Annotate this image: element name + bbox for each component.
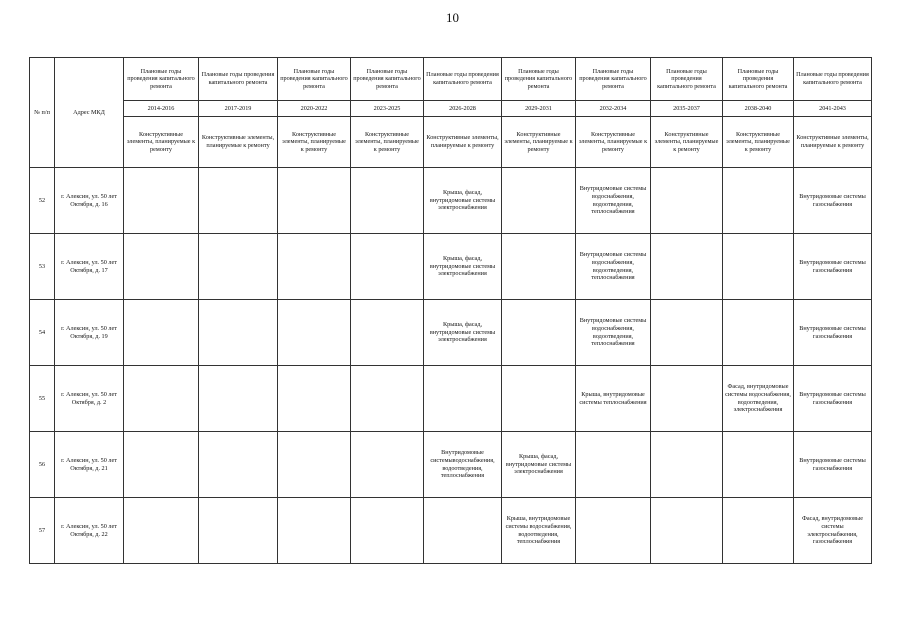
period-years: 2023-2025 bbox=[351, 101, 424, 117]
works-cell bbox=[351, 300, 424, 366]
works-cell bbox=[424, 366, 502, 432]
works-cell bbox=[723, 498, 794, 564]
period-years: 2032-2034 bbox=[576, 101, 651, 117]
works-cell: Крыша, фасад, внутридомовые системы электроснабжения bbox=[424, 300, 502, 366]
period-title: Плановые годы проведения капитального ремонта bbox=[124, 58, 199, 101]
works-cell: Внутридомовые системы водоснабжения, водоотведения, теплоснабжения bbox=[576, 300, 651, 366]
works-cell bbox=[502, 300, 576, 366]
works-cell bbox=[651, 168, 723, 234]
elements-label: Конструктивные элементы, планируемые к ремонту bbox=[576, 117, 651, 168]
row-number: 53 bbox=[30, 234, 55, 300]
row-address: г. Алексин, ул. 50 лет Октября, д. 22 bbox=[55, 498, 124, 564]
header-row-elements bbox=[30, 117, 872, 168]
period-title: Плановые годы проведения капитального ремонта bbox=[278, 58, 351, 101]
works-cell bbox=[199, 234, 278, 300]
row-number: 55 bbox=[30, 366, 55, 432]
works-cell bbox=[651, 300, 723, 366]
period-title: Плановые годы проведения капитального ремонта bbox=[723, 58, 794, 101]
works-cell bbox=[351, 234, 424, 300]
column-header-address: Адрес МКД bbox=[55, 58, 124, 168]
row-address: г. Алексин, ул. 50 лет Октября, д. 17 bbox=[55, 234, 124, 300]
works-cell bbox=[576, 498, 651, 564]
works-cell bbox=[278, 432, 351, 498]
works-cell: Фасад, внутридомовые системы водоснабжения, водоотведения, электроснабжения bbox=[723, 366, 794, 432]
table-row bbox=[30, 432, 872, 498]
works-cell bbox=[351, 366, 424, 432]
works-cell bbox=[351, 432, 424, 498]
works-cell bbox=[502, 366, 576, 432]
works-cell bbox=[723, 432, 794, 498]
elements-label: Конструктивные элементы, планируемые к ремонту bbox=[351, 117, 424, 168]
table-row bbox=[30, 366, 872, 432]
works-cell bbox=[124, 234, 199, 300]
header-row-periods bbox=[30, 101, 872, 117]
works-cell bbox=[651, 366, 723, 432]
works-cell bbox=[278, 300, 351, 366]
works-cell bbox=[278, 498, 351, 564]
works-cell bbox=[124, 498, 199, 564]
period-title: Плановые годы проведения капитального ремонта bbox=[424, 58, 502, 101]
works-cell: Внутридомовые системы газоснабжения bbox=[794, 234, 872, 300]
row-number: 52 bbox=[30, 168, 55, 234]
works-cell bbox=[124, 300, 199, 366]
elements-label: Конструктивные элементы, планируемые к ремонту bbox=[424, 117, 502, 168]
works-cell: Внутридомовые системы газоснабжения bbox=[794, 432, 872, 498]
period-years: 2014-2016 bbox=[124, 101, 199, 117]
works-cell: Внутридомовые системы газоснабжения bbox=[794, 168, 872, 234]
table-row bbox=[30, 168, 872, 234]
works-cell bbox=[651, 234, 723, 300]
works-cell bbox=[199, 300, 278, 366]
works-cell: Внутридомовые системы газоснабжения bbox=[794, 366, 872, 432]
works-cell bbox=[651, 498, 723, 564]
works-cell: Крыша, внутридомовые системы водоснабжения, водоотведения, теплоснабжения bbox=[502, 498, 576, 564]
column-header-number: № п/п bbox=[30, 58, 55, 168]
period-title: Плановые годы проведения капитального ремонта bbox=[576, 58, 651, 101]
works-cell bbox=[278, 168, 351, 234]
works-cell bbox=[124, 432, 199, 498]
period-title: Плановые годы проведения капитального ремонта bbox=[199, 58, 278, 101]
works-cell bbox=[723, 168, 794, 234]
works-cell bbox=[502, 234, 576, 300]
works-cell bbox=[502, 168, 576, 234]
works-cell bbox=[124, 168, 199, 234]
works-cell: Крыша, фасад, внутридомовые системы электроснабжения bbox=[424, 234, 502, 300]
works-cell bbox=[199, 366, 278, 432]
period-title: Плановые годы проведения капитального ремонта bbox=[351, 58, 424, 101]
works-cell bbox=[424, 498, 502, 564]
works-cell bbox=[651, 432, 723, 498]
period-years: 2035-2037 bbox=[651, 101, 723, 117]
works-cell bbox=[723, 300, 794, 366]
period-years: 2038-2040 bbox=[723, 101, 794, 117]
elements-label: Конструктивные элементы, планируемые к ремонту bbox=[723, 117, 794, 168]
header-row-titles bbox=[30, 58, 872, 101]
period-years: 2041-2043 bbox=[794, 101, 872, 117]
period-title: Плановые годы проведения капитального ремонта bbox=[794, 58, 872, 101]
works-cell bbox=[199, 498, 278, 564]
row-address: г. Алексин, ул. 50 лет Октября, д. 2 bbox=[55, 366, 124, 432]
works-cell: Внутридомовые системыводоснабжения, водоотведения, теплоснабжения bbox=[424, 432, 502, 498]
capital-repair-plan-table bbox=[29, 57, 872, 564]
period-title: Плановые годы проведения капитального ремонта bbox=[502, 58, 576, 101]
period-years: 2020-2022 bbox=[278, 101, 351, 117]
works-cell bbox=[278, 366, 351, 432]
period-years: 2029-2031 bbox=[502, 101, 576, 117]
elements-label: Конструктивные элементы, планируемые к ремонту bbox=[124, 117, 199, 168]
works-cell bbox=[278, 234, 351, 300]
elements-label: Конструктивные элементы, планируемые к ремонту bbox=[794, 117, 872, 168]
works-cell bbox=[576, 432, 651, 498]
table-row bbox=[30, 300, 872, 366]
elements-label: Конструктивные элементы, планируемые к ремонту bbox=[278, 117, 351, 168]
period-title: Плановые годы проведения капитального ремонта bbox=[651, 58, 723, 101]
works-cell: Крыша, фасад, внутридомовые системы электроснабжения bbox=[424, 168, 502, 234]
row-number: 54 bbox=[30, 300, 55, 366]
table-row bbox=[30, 234, 872, 300]
works-cell: Крыша, фасад, внутридомовые системы электроснабжения bbox=[502, 432, 576, 498]
row-number: 56 bbox=[30, 432, 55, 498]
works-cell bbox=[351, 168, 424, 234]
elements-label: Конструктивные элементы, планируемые к ремонту bbox=[502, 117, 576, 168]
works-cell: Крыша, внутридомовые системы теплоснабжения bbox=[576, 366, 651, 432]
works-cell bbox=[124, 366, 199, 432]
period-years: 2026-2028 bbox=[424, 101, 502, 117]
works-cell bbox=[723, 234, 794, 300]
row-address: г. Алексин, ул. 50 лет Октября, д. 19 bbox=[55, 300, 124, 366]
row-address: г. Алексин, ул. 50 лет Октября, д. 21 bbox=[55, 432, 124, 498]
works-cell: Внутридомовые системы водоснабжения, водоотведения, теплоснабжения bbox=[576, 168, 651, 234]
works-cell: Внутридомовые системы водоснабжения, водоотведения, теплоснабжения bbox=[576, 234, 651, 300]
elements-label: Конструктивные элементы, планируемые к ремонту bbox=[199, 117, 278, 168]
works-cell: Внутридомовые системы газоснабжения bbox=[794, 300, 872, 366]
period-years: 2017-2019 bbox=[199, 101, 278, 117]
works-cell bbox=[199, 432, 278, 498]
page-number: 10 bbox=[446, 10, 459, 25]
works-cell bbox=[351, 498, 424, 564]
elements-label: Конструктивные элементы, планируемые к ремонту bbox=[651, 117, 723, 168]
works-cell bbox=[199, 168, 278, 234]
works-cell: Фасад, внутридомовые системы электроснабжения, газоснабжения bbox=[794, 498, 872, 564]
table-row bbox=[30, 498, 872, 564]
row-address: г. Алексин, ул. 50 лет Октября, д. 16 bbox=[55, 168, 124, 234]
row-number: 57 bbox=[30, 498, 55, 564]
